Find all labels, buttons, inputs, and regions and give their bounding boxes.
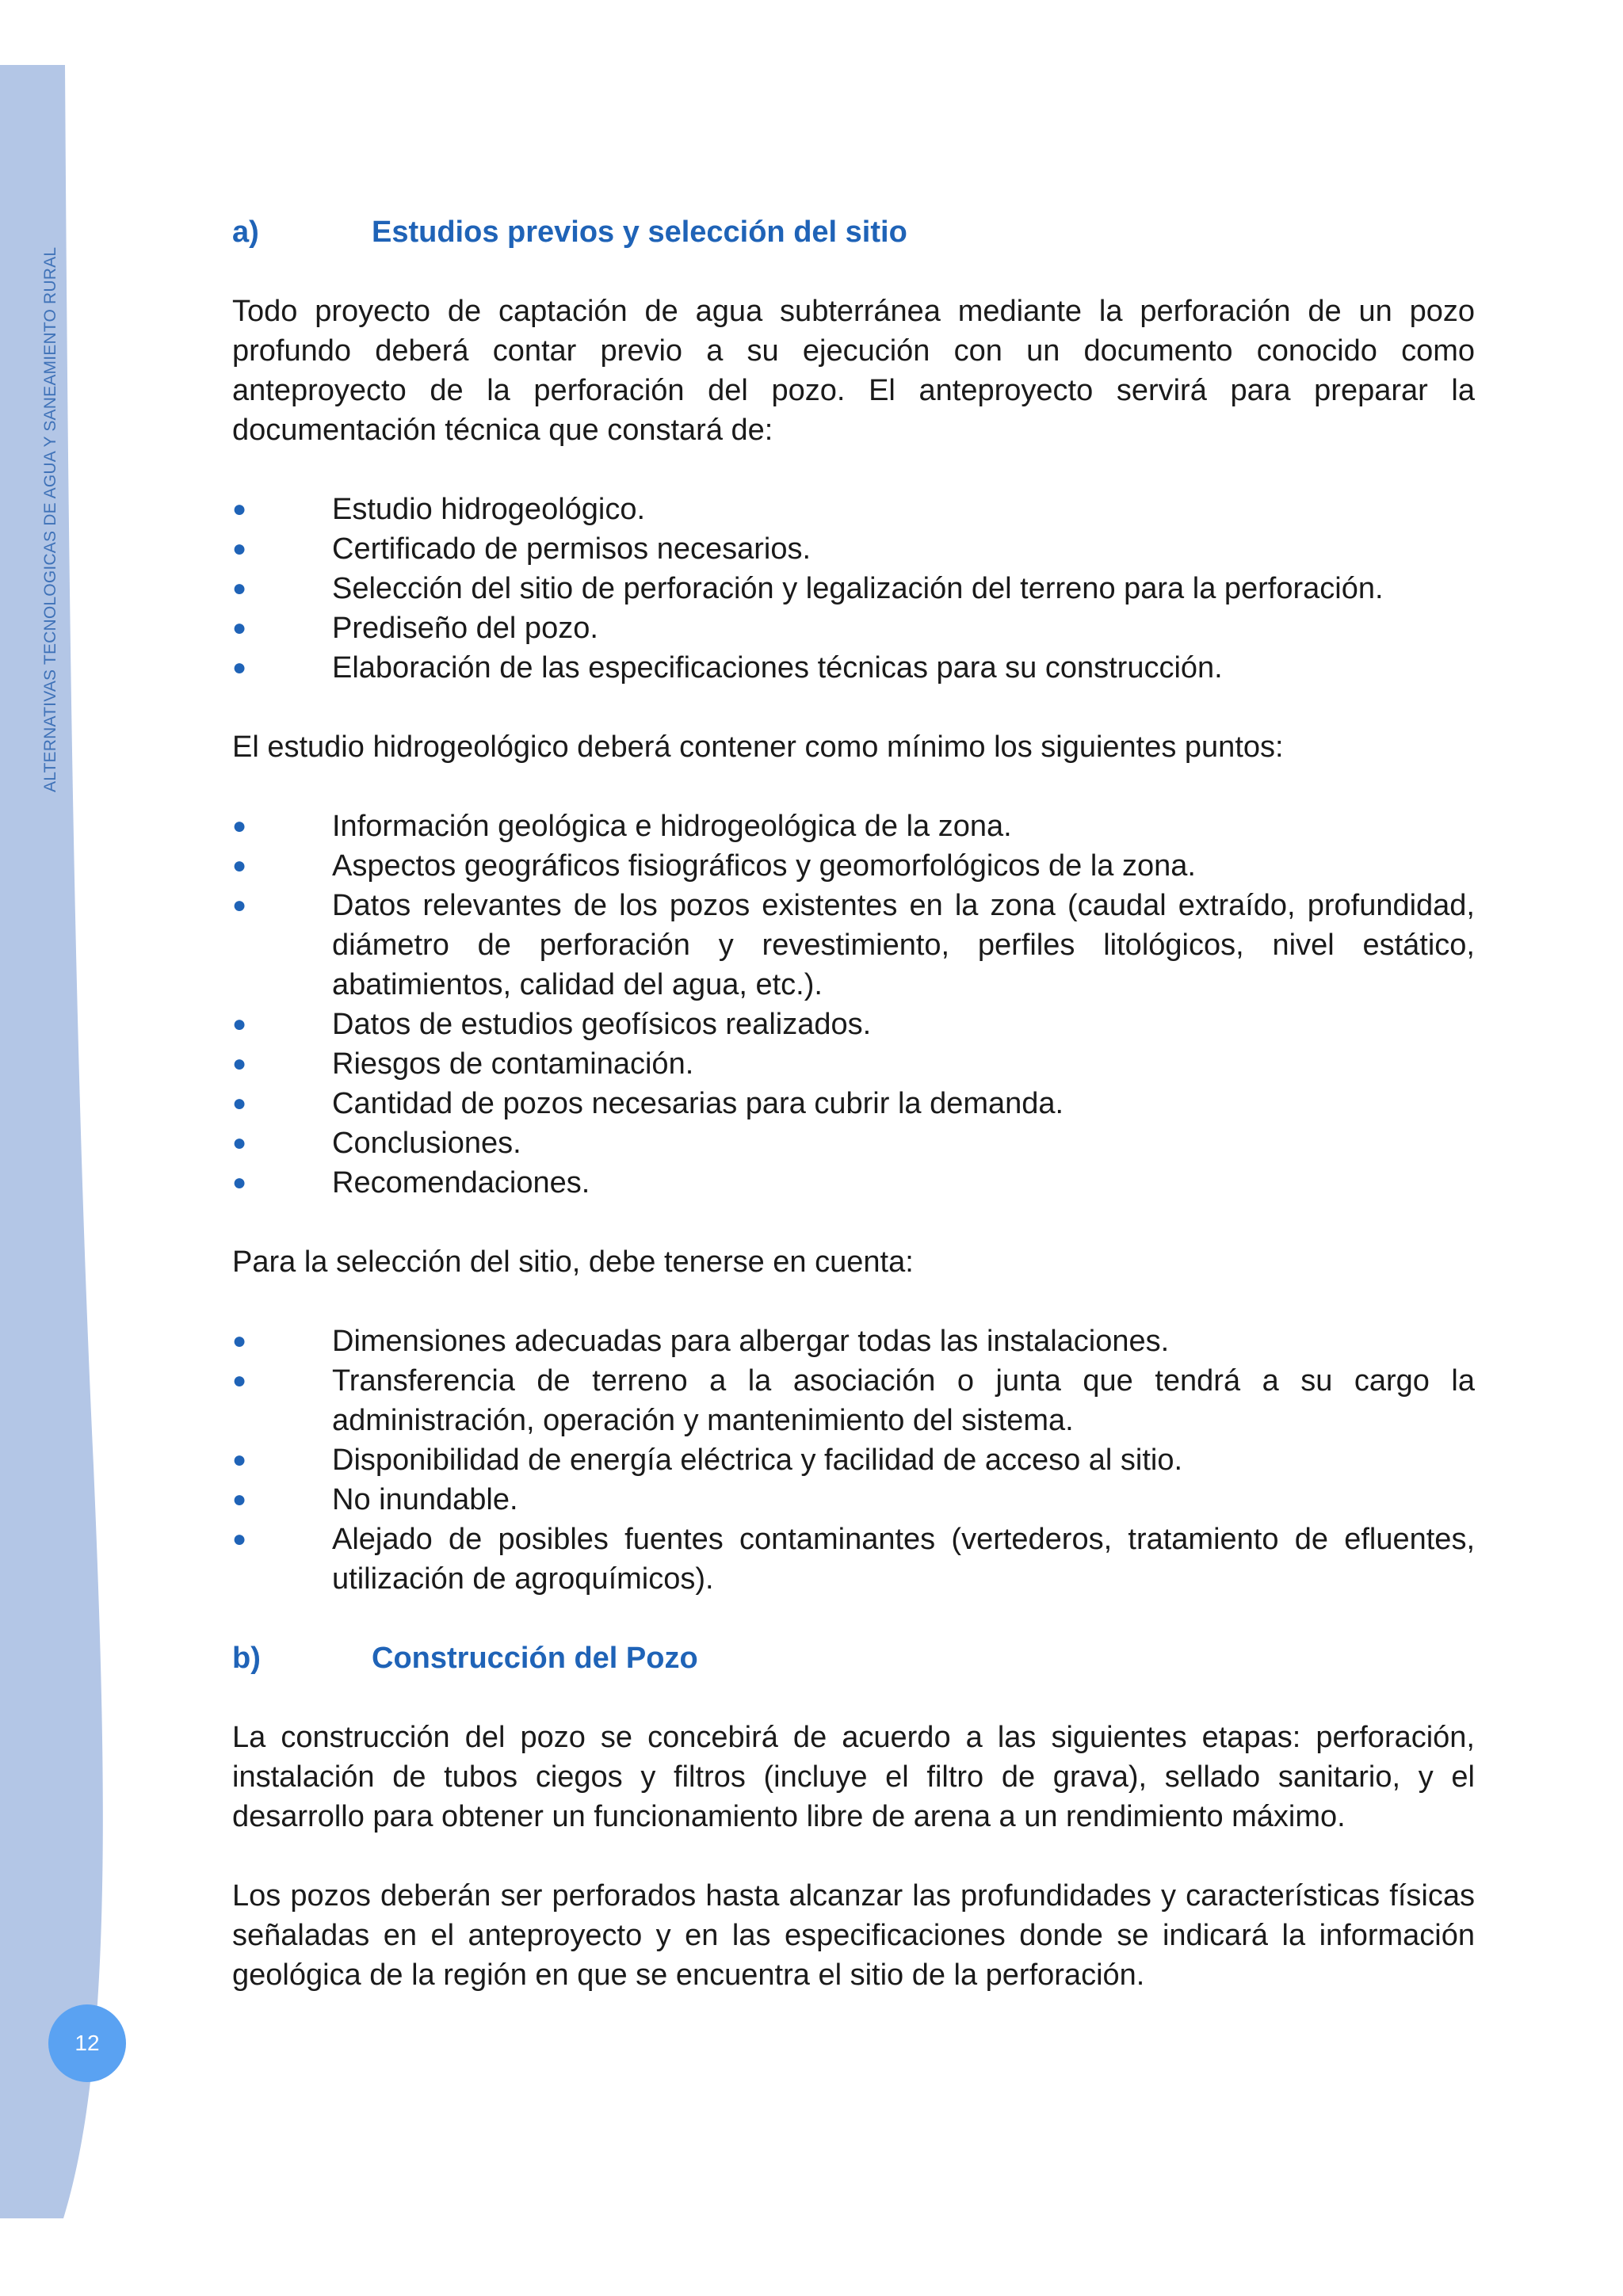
bullet-icon: ● [232,496,247,522]
section-b-paragraph-2: Los pozos deberán ser perforados hasta alcanzar las profundidades y características físicas señaladas en el anteproyecto y en las especificaciones donde se indicará la información geológica de la región en que se encuentra el sitio de la perforación. [232,1879,1475,1992]
bullet-icon: ● [232,575,247,601]
list-item: ● Recomendaciones. [232,1163,1475,1203]
bullet-icon: ● [232,1526,247,1552]
section-a-heading [232,212,1475,252]
page-number: 12 [74,2031,100,2055]
list-item: ● Riesgos de contaminación. [232,1044,1475,1084]
site-intro: Para la selección del sitio, debe tenerse en cuenta: [232,1245,914,1279]
page-number-badge [48,2004,126,2082]
list-item: ● Prediseño del pozo. [232,608,1475,648]
section-b-letter: b) [232,1642,261,1675]
bullet-icon: ● [232,615,247,641]
bullet-icon: ● [232,1486,247,1512]
section-b-paragraph-1: La construcción del pozo se concebirá de acuerdo a las siguientes etapas: perforación, instalación de tubos ciegos y filtros (incluye el filtro de grava), sellado sanitario, y el desarrollo para obtener un funcionamiento libre de arena a un rendimiento máximo. [232,1721,1475,1833]
list-item: ● Cantidad de pozos necesarias para cubrir la demanda. [232,1084,1475,1123]
bullet-icon: ● [232,852,247,879]
bullet-icon: ● [232,1011,247,1037]
bullet-icon: ● [232,1328,247,1354]
list-item: ● Datos de estudios geofísicos realizados. [232,1005,1475,1044]
section-b-title: Construcción del Pozo [372,1642,698,1675]
list-item: ● Transferencia de terreno a la asociación o junta que tendrá a su cargo la administración, operación y mantenimiento del sistema. [232,1361,1475,1440]
study-intro: El estudio hidrogeológico deberá contener como mínimo los siguientes puntos: [232,730,1284,764]
list-item: ● Datos relevantes de los pozos existentes en la zona (caudal extraído, profundidad, diámetro de perforación y revestimiento, perfiles litológicos, nivel estático, abatimientos, calidad del agua, etc.). [232,886,1475,1005]
list-item: ● Aspectos geográficos fisiográficos y geomorfológicos de la zona. [232,846,1475,886]
bullet-icon: ● [232,654,247,681]
bullet-icon: ● [232,1051,247,1077]
list-item: ● No inundable. [232,1480,1475,1520]
bullet-icon: ● [232,1367,247,1394]
list-item: ● Disponibilidad de energía eléctrica y facilidad de acceso al sitio. [232,1440,1475,1480]
list-item: ● Elaboración de las especificaciones técnicas para su construcción. [232,648,1475,688]
bullet-icon: ● [232,813,247,839]
bullet-icon: ● [232,1130,247,1156]
list-item: ● Conclusiones. [232,1123,1475,1163]
list-item: ● Selección del sitio de perforación y legalización del terreno para la perforación. [232,569,1475,608]
study-list [232,807,1475,1203]
section-b-heading [232,1638,1475,1678]
section-a-title: Estudios previos y selección del sitio [372,215,907,249]
bullet-icon: ● [232,1169,247,1196]
section-a-letter: a) [232,215,259,249]
side-decorative-band [0,0,127,2296]
list-item: ● Información geológica e hidrogeológica de la zona. [232,807,1475,846]
site-list [232,1322,1475,1599]
running-header: ALTERNATIVAS TECNOLOGICAS DE AGUA Y SANEAMIENTO RURAL [41,246,59,792]
list-item: ● Certificado de permisos necesarios. [232,529,1475,569]
list-item: ● Dimensiones adecuadas para albergar todas las instalaciones. [232,1322,1475,1361]
bullet-icon: ● [232,1090,247,1116]
section-a-intro: Todo proyecto de captación de agua subterránea mediante la perforación de un pozo profundo deberá contar previo a su ejecución con un documento conocido como anteproyecto de la perforación del pozo. El anteproyecto servirá para preparar la documentación técnica que constará de: [232,295,1475,447]
list-item: ● Estudio hidrogeológico. [232,490,1475,529]
bullet-icon: ● [232,536,247,562]
bullet-icon: ● [232,1447,247,1473]
documentation-list [232,490,1475,688]
main-content [232,212,1475,1995]
bullet-icon: ● [232,892,247,918]
list-item: ● Alejado de posibles fuentes contaminantes (vertederos, tratamiento de efluentes, utilización de agroquímicos). [232,1520,1475,1599]
